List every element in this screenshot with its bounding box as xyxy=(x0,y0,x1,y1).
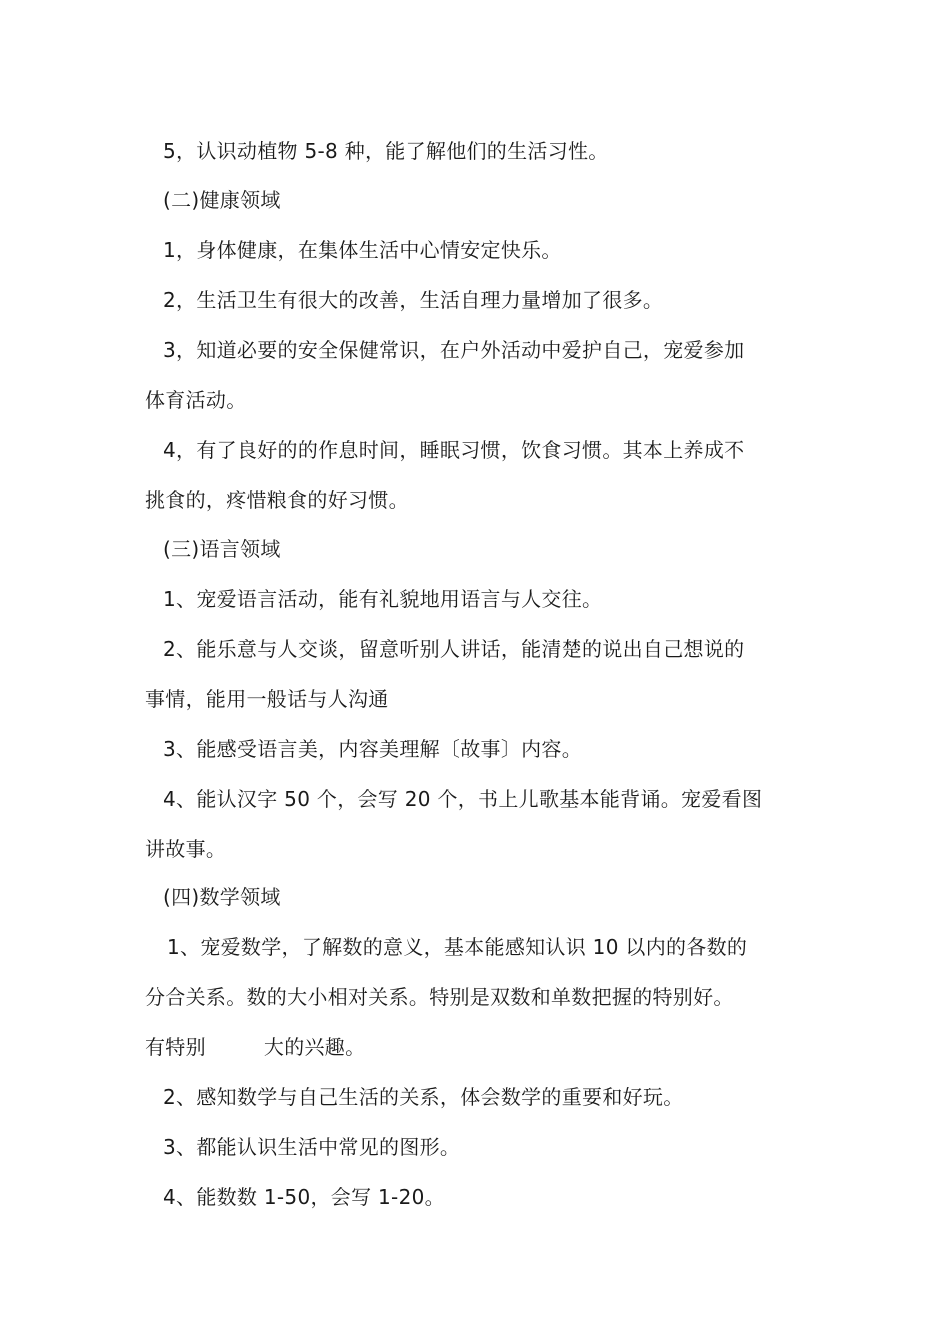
paragraph-line xyxy=(145,1032,815,1062)
paragraph-line: 1，身体健康，在集体生活中心情安定快乐。 xyxy=(163,238,562,262)
paragraph-line: 3、都能认识生活中常见的图形。 xyxy=(163,1135,461,1159)
paragraph-line: 4、能数数 1-50，会写 1-20。 xyxy=(163,1185,445,1209)
paragraph-line: 挑食的，疼惜粮食的好习惯。 xyxy=(145,488,409,512)
paragraph-line: 事情，能用一般话与人沟通 xyxy=(145,687,389,711)
text-fragment: 有特别 xyxy=(145,1035,206,1059)
text-fragment: 大的兴趣。 xyxy=(263,1035,366,1059)
paragraph-line: 4、能认汉字 50 个，会写 20 个，书上儿歌基本能背诵。宠爱看图 xyxy=(163,787,763,811)
paragraph-line: 3、能感受语言美，内容美理解〔故事〕内容。 xyxy=(163,737,583,761)
paragraph-line: 4，有了良好的的作息时间，睡眠习惯，饮食习惯。其本上养成不 xyxy=(163,438,745,462)
paragraph-line: 2、能乐意与人交谈，留意听别人讲话，能清楚的说出自己想说的 xyxy=(163,637,745,661)
paragraph-line: 体育活动。 xyxy=(145,388,247,412)
section-heading-math: (四)数学领域 xyxy=(163,885,281,909)
paragraph-line: 2，生活卫生有很大的改善，生活自理力量增加了很多。 xyxy=(163,288,664,312)
paragraph-line: 1、宠爱数学，了解数的意义，基本能感知认识 10 以内的各数的 xyxy=(167,935,748,959)
section-heading-health: (二)健康领域 xyxy=(163,188,281,212)
paragraph-line: 2、感知数学与自己生活的关系，体会数学的重要和好玩。 xyxy=(163,1085,684,1109)
paragraph-line: 5，认识动植物 5-8 种，能了解他们的生活习性。 xyxy=(163,139,609,163)
paragraph-line: 3，知道必要的安全保健常识，在户外活动中爱护自己，宠爱参加 xyxy=(163,338,745,362)
section-heading-language: (三)语言领域 xyxy=(163,537,281,561)
paragraph-line: 讲故事。 xyxy=(145,837,227,861)
paragraph-line: 1、宠爱语言活动，能有礼貌地用语言与人交往。 xyxy=(163,587,603,611)
paragraph-line: 分合关系。数的大小相对关系。特别是双数和单数把握的特别好。 xyxy=(145,985,734,1009)
